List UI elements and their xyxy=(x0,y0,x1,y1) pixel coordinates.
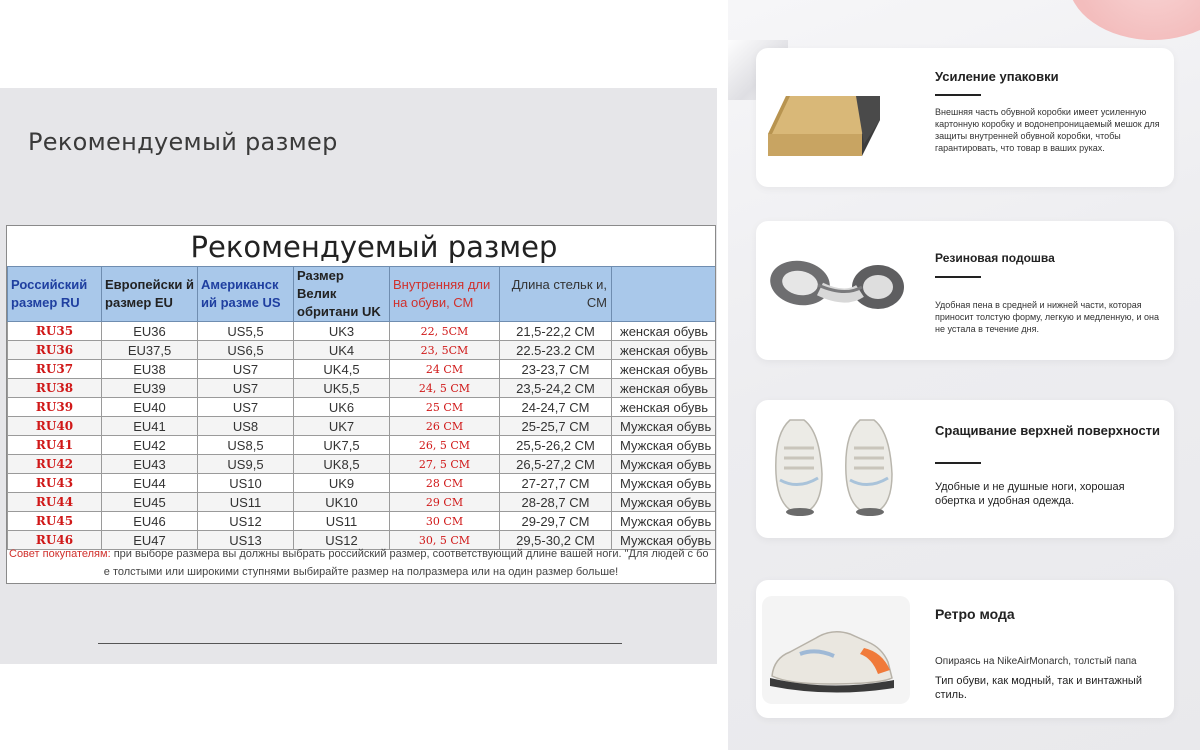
table-cell: UK6 xyxy=(294,398,390,417)
table-row xyxy=(8,322,717,341)
sneakers-top-icon xyxy=(760,414,910,514)
table-row xyxy=(8,436,717,455)
header-cell: Американск ий разме US xyxy=(198,267,294,322)
table-header-row xyxy=(8,267,717,322)
table-cell: 21,5-22,2 CM xyxy=(500,322,612,341)
table-cell: EU38 xyxy=(102,360,198,379)
table-cell: US8 xyxy=(198,417,294,436)
table-cell: EU40 xyxy=(102,398,198,417)
table-cell: RU38 xyxy=(8,379,102,398)
title-underline xyxy=(935,276,981,278)
card-title: Усиление упаковки xyxy=(935,69,1059,84)
table-cell: 24-24,7 CM xyxy=(500,398,612,417)
table-cell: UK9 xyxy=(294,474,390,493)
header-cell xyxy=(612,267,717,322)
table-cell: UK3 xyxy=(294,322,390,341)
table-row xyxy=(8,493,717,512)
table-cell: 26,5-27,2 CM xyxy=(500,455,612,474)
card-title: Ретро мода xyxy=(935,606,1015,622)
table-cell: RU37 xyxy=(8,360,102,379)
table-cell: RU42 xyxy=(8,455,102,474)
card-description: Тип обуви, как модный, так и винтажный стиль. xyxy=(935,675,1142,701)
feature-card-upper xyxy=(756,400,1174,538)
table-cell: Мужская обувь xyxy=(612,455,717,474)
table-cell: UK4 xyxy=(294,341,390,360)
table-cell: 25,5-26,2 CM xyxy=(500,436,612,455)
table-row xyxy=(8,398,717,417)
table-cell: RU43 xyxy=(8,474,102,493)
size-table xyxy=(7,266,716,550)
title-underline xyxy=(935,462,981,464)
table-cell: EU37,5 xyxy=(102,341,198,360)
table-cell: EU36 xyxy=(102,322,198,341)
title-underline xyxy=(935,94,981,96)
card-description: Удобная пена в средней и нижней части, которая приносит толстую форму, легкую и медленную, и она не устала в течение дня. xyxy=(935,300,1159,334)
table-cell: US10 xyxy=(198,474,294,493)
table-cell: RU35 xyxy=(8,322,102,341)
table-cell: UK7,5 xyxy=(294,436,390,455)
advice-label: Совет покупателям: xyxy=(9,548,111,560)
table-cell: 29-29,7 CM xyxy=(500,512,612,531)
table-cell: EU43 xyxy=(102,455,198,474)
table-cell: US8,5 xyxy=(198,436,294,455)
table-cell: RU39 xyxy=(8,398,102,417)
table-cell: EU41 xyxy=(102,417,198,436)
rubber-sole-icon xyxy=(760,243,910,343)
table-row xyxy=(8,360,717,379)
table-cell: Мужская обувь xyxy=(612,512,717,531)
header-cell: Российский размер RU xyxy=(8,267,102,322)
table-cell: 25 CM xyxy=(390,398,500,417)
advice-text-cont: е толстыми или широкими ступнями выбирайте размер на полразмера или на один размер больше! xyxy=(103,566,619,578)
table-cell: US11 xyxy=(294,512,390,531)
table-cell: EU44 xyxy=(102,474,198,493)
table-row xyxy=(8,474,717,493)
table-cell: Мужская обувь xyxy=(612,436,717,455)
table-cell: 23,5-24,2 CM xyxy=(500,379,612,398)
table-cell: Мужская обувь xyxy=(612,417,717,436)
table-cell: EU45 xyxy=(102,493,198,512)
table-cell: женская обувь xyxy=(612,360,717,379)
feature-card-packaging xyxy=(756,48,1174,187)
card-subdescription: Опираясь на NikeAirMonarch, толстый папа xyxy=(935,656,1137,667)
table-cell: 23, 5CM xyxy=(390,341,500,360)
table-cell: 26 CM xyxy=(390,417,500,436)
panel-heading: Рекомендуемый размер xyxy=(28,128,338,156)
header-cell: Длина стельк и, СМ xyxy=(500,267,612,322)
header-cell: Внутренняя дли на обуви, СМ xyxy=(390,267,500,322)
card-description: Удобные и не душные ноги, хорошая обертка и удобная одежда. xyxy=(935,481,1125,507)
card-description: Внешняя часть обувной коробки имеет усиленную картонную коробку и водонепроницаемый мешок для защиты внутренней обувной коробки, чтобы гарантировать, что товар в ваших руках. xyxy=(935,107,1160,153)
feature-card-sole xyxy=(756,221,1174,360)
table-cell: UK4,5 xyxy=(294,360,390,379)
table-cell: UK10 xyxy=(294,493,390,512)
table-cell: US12 xyxy=(198,512,294,531)
table-cell: EU42 xyxy=(102,436,198,455)
table-cell: 30 CM xyxy=(390,512,500,531)
table-cell: Мужская обувь xyxy=(612,474,717,493)
table-title: Рекомендуемый размер xyxy=(190,230,558,264)
table-cell: EU47 xyxy=(102,531,198,550)
table-cell: 22, 5CM xyxy=(390,322,500,341)
table-cell: 26, 5 CM xyxy=(390,436,500,455)
table-cell: UK7 xyxy=(294,417,390,436)
table-cell: 22.5-23.2 CM xyxy=(500,341,612,360)
table-cell: 28-28,7 CM xyxy=(500,493,612,512)
table-cell: женская обувь xyxy=(612,379,717,398)
table-row xyxy=(8,417,717,436)
table-cell: UK5,5 xyxy=(294,379,390,398)
table-cell: RU41 xyxy=(8,436,102,455)
table-cell: US11 xyxy=(198,493,294,512)
advice-text: при выборе размера вы должны выбрать российский размер, соответствующий длине вашей ноги. "Для людей с бо xyxy=(110,548,709,560)
table-cell: 27-27,7 CM xyxy=(500,474,612,493)
table-cell: Мужская обувь xyxy=(612,493,717,512)
table-cell: 27, 5 CM xyxy=(390,455,500,474)
table-cell: US12 xyxy=(294,531,390,550)
table-row xyxy=(8,512,717,531)
shoe-box-icon xyxy=(760,74,910,174)
table-row xyxy=(8,379,717,398)
table-cell: EU39 xyxy=(102,379,198,398)
table-cell: 25-25,7 CM xyxy=(500,417,612,436)
table-cell: US6,5 xyxy=(198,341,294,360)
size-table-frame xyxy=(6,225,716,584)
table-cell: UK8,5 xyxy=(294,455,390,474)
table-cell: 29 CM xyxy=(390,493,500,512)
feature-card-retro xyxy=(756,580,1174,718)
table-cell: 28 CM xyxy=(390,474,500,493)
table-cell: 23-23,7 CM xyxy=(500,360,612,379)
table-cell: US9,5 xyxy=(198,455,294,474)
table-cell: Мужская обувь xyxy=(612,531,717,550)
buyer-advice xyxy=(7,545,715,581)
header-cell: Размер Велик обритани UK xyxy=(294,267,390,322)
table-cell: женская обувь xyxy=(612,398,717,417)
table-cell: 24 CM xyxy=(390,360,500,379)
table-cell: 30, 5 CM xyxy=(390,531,500,550)
header-cell: Европейски й размер EU xyxy=(102,267,198,322)
table-cell: женская обувь xyxy=(612,341,717,360)
table-cell: RU46 xyxy=(8,531,102,550)
table-cell: US7 xyxy=(198,360,294,379)
table-cell: US13 xyxy=(198,531,294,550)
decorative-circle xyxy=(1068,0,1200,40)
size-chart-panel xyxy=(0,88,717,664)
table-cell: 29,5-30,2 CM xyxy=(500,531,612,550)
table-cell: US7 xyxy=(198,398,294,417)
table-cell: RU44 xyxy=(8,493,102,512)
table-cell: RU36 xyxy=(8,341,102,360)
table-cell: RU40 xyxy=(8,417,102,436)
table-cell: 24, 5 CM xyxy=(390,379,500,398)
table-cell: US5,5 xyxy=(198,322,294,341)
table-cell: RU45 xyxy=(8,512,102,531)
card-title: Сращивание верхней поверхности xyxy=(935,423,1161,438)
table-cell: EU46 xyxy=(102,512,198,531)
card-title: Резиновая подошва xyxy=(935,251,1055,265)
table-cell: женская обувь xyxy=(612,322,717,341)
table-row xyxy=(8,455,717,474)
retro-sneaker-icon xyxy=(760,604,910,704)
table-cell: US7 xyxy=(198,379,294,398)
divider-line xyxy=(98,643,622,644)
table-row xyxy=(8,341,717,360)
features-panel xyxy=(728,0,1200,750)
